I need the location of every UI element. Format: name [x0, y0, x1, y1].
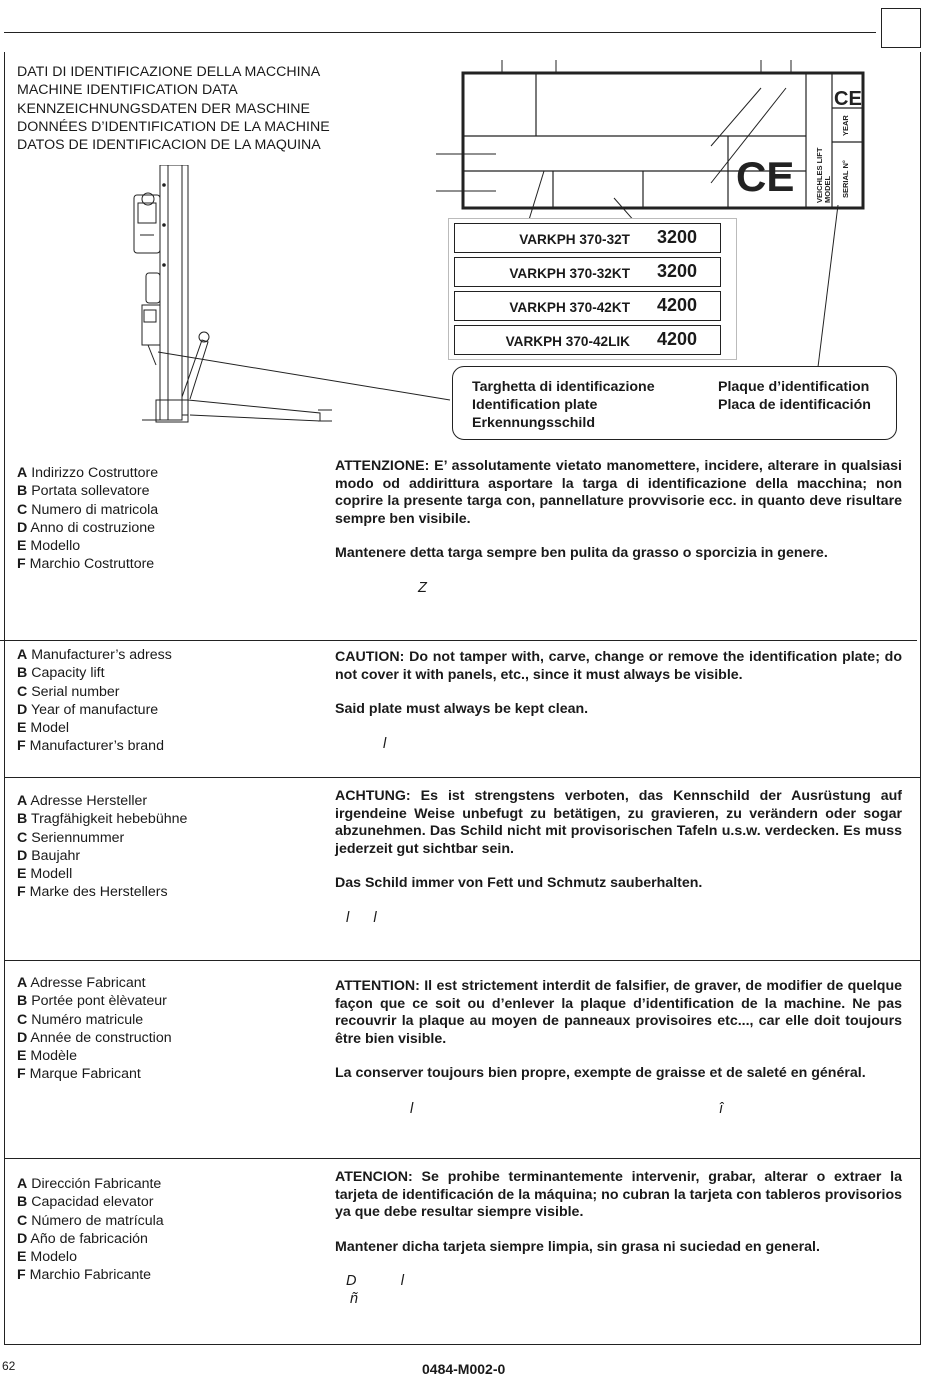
- cleaning-note: Said plate must always be kept clean.: [335, 701, 589, 718]
- stray-glyph: l l: [346, 910, 377, 926]
- warning-text: ACHTUNG: Es ist strengstens verboten, das Kennschild der Ausrüstung auf irgendeine Weise unbefugt zu betätigen, zu gravieren, zu verändern oder sogar abzunehmen. Das Schild nicht mit provisorischen Tafeln u.s.w. verdecken. Es muss jederzeit gut sichtbar sein.: [335, 788, 902, 857]
- ce-mark-large: CE: [736, 153, 795, 200]
- legend-row: E Modelo: [17, 1249, 77, 1266]
- warning-de: [335, 788, 902, 910]
- stray-glyph: Z: [418, 580, 427, 596]
- legend-row: C Seriennummer: [17, 829, 125, 846]
- model-row: [454, 291, 721, 321]
- ce-mark-small: CE: [834, 88, 862, 110]
- legend-row: E Modell: [17, 866, 73, 883]
- stray-glyph: D l: [346, 1273, 405, 1289]
- title-de: KENNZEICHNUNGSDATEN DER MASCHINE: [17, 100, 310, 117]
- model-name: VARKPH 370-32T: [519, 232, 630, 247]
- plate-leader: [810, 205, 840, 370]
- legend-row: A Dirección Fabricante: [17, 1176, 162, 1192]
- warning-text: ATTENTION: Il est strictement interdit de falsifier, de graver, de modifier de quelque façon que ce soit ou d’enlever la plaque d’identification de la machine. Ne pas recouvrir la plaque au moyen de panneaux provisoires etc..., car elle doit toujours être bien visible.: [335, 978, 902, 1047]
- lift-illustration: [120, 165, 460, 440]
- title-en: MACHINE IDENTIFICATION DATA: [17, 82, 238, 99]
- cleaning-note: La conserver toujours bien propre, exempte de graisse et de saleté en général.: [335, 1065, 866, 1082]
- title-es: DATOS DE IDENTIFICACION DE LA MAQUINA: [17, 137, 321, 154]
- warning-text: ATENCION: Se prohibe terminantemente intervenir, grabar, alterar o extraer la tarjeta de identificación de la máquina; no cubran la tarjeta con tableros provisorios ya que debe resultar siempre visible.: [335, 1169, 902, 1221]
- warning-it: [335, 458, 902, 580]
- identification-plate: [436, 58, 866, 218]
- plate-label-fr: Plaque d’identification: [718, 379, 870, 395]
- legend-en: [17, 646, 172, 756]
- section-divider: [4, 960, 920, 961]
- legend-row: B Tragfähigkeit hebebühne: [17, 811, 188, 828]
- legend-row: D Année de construction: [17, 1029, 172, 1046]
- stray-glyph: ñ: [350, 1291, 359, 1307]
- title-it: DATI DI IDENTIFICAZIONE DELLA MACCHINA: [17, 64, 321, 80]
- legend-row: E Modèle: [17, 1048, 77, 1065]
- title-fr: DONNÉES D’IDENTIFICATION DE LA MACHINE: [17, 118, 330, 135]
- legend-de: [17, 792, 187, 902]
- header-rule: [4, 32, 876, 33]
- plate-label-it: Targhetta di identificazione: [472, 379, 655, 395]
- model-row: [454, 257, 721, 287]
- legend-row: A Manufacturer’s adress: [17, 647, 172, 663]
- plate-label-de: Erkennungsschild: [472, 415, 595, 431]
- legend-row: B Capacidad elevator: [17, 1194, 154, 1211]
- warning-en: [335, 649, 902, 736]
- stray-glyph: l: [410, 1101, 414, 1117]
- plate-caption-box: [452, 366, 897, 440]
- model-capacity: 3200: [657, 261, 698, 281]
- legend-row: E Modello: [17, 538, 81, 555]
- plate-label-en: Identification plate: [472, 397, 598, 413]
- warning-text: ATTENZIONE: E’ assolutamente vietato manomettere, incidere, alterare in qualsiasi modo od addirittura asportare la targa di identificazione della macchina; non coprire la presente targa con, pannellature provvisorie ecc. in quanto deve risultare sempre ben visibile.: [335, 458, 902, 527]
- model-name: VARKPH 370-42LIK: [505, 334, 630, 349]
- cleaning-note: Mantenere detta targa sempre ben pulita da grasso o sporcizia in genere.: [335, 545, 828, 562]
- legend-row: F Marque Fabricant: [17, 1066, 141, 1083]
- model-row: [454, 325, 721, 355]
- warning-text: CAUTION: Do not tamper with, carve, change or remove the identification plate; do not cover it with panels, etc., since it must always be visible.: [335, 649, 902, 683]
- legend-row: B Portée pont èlèvateur: [17, 993, 167, 1010]
- model-capacity: 4200: [657, 329, 698, 349]
- legend-row: D Anno di costruzione: [17, 519, 156, 536]
- legend-es: [17, 1175, 164, 1285]
- legend-row: B Portata sollevatore: [17, 483, 150, 500]
- legend-row: F Marchio Fabricante: [17, 1267, 152, 1284]
- legend-row: C Numéro matricule: [17, 1011, 144, 1028]
- legend-it: [17, 464, 158, 574]
- corner-box: [881, 8, 921, 48]
- legend-row: F Marchio Costruttore: [17, 556, 155, 573]
- legend-row: A Adresse Hersteller: [17, 793, 148, 809]
- legend-row: C Número de matrícula: [17, 1212, 164, 1229]
- cleaning-note: Das Schild immer von Fett und Schmutz sauberhalten.: [335, 875, 703, 892]
- label-year: YEAR: [841, 115, 850, 136]
- legend-row: A Indirizzo Costruttore: [17, 465, 159, 481]
- section-divider: [4, 777, 920, 778]
- legend-row: D Año de fabricación: [17, 1230, 148, 1247]
- legend-row: B Capacity lift: [17, 665, 105, 682]
- legend-row: D Year of manufacture: [17, 701, 159, 718]
- label-serial: SERIAL N°: [841, 160, 850, 198]
- section-divider: [4, 1158, 920, 1159]
- model-name: VARKPH 370-32KT: [509, 266, 630, 281]
- section-titles: [17, 63, 330, 154]
- warning-es: [335, 1169, 902, 1273]
- legend-row: F Marke des Herstellers: [17, 884, 168, 901]
- legend-row: C Serial number: [17, 683, 120, 700]
- label-model: MODEL: [823, 175, 832, 203]
- legend-fr: [17, 974, 172, 1084]
- document-code: 0484-M002-0: [422, 1361, 506, 1377]
- page-number: 62: [2, 1359, 16, 1373]
- stray-glyph: î: [719, 1101, 724, 1117]
- model-name: VARKPH 370-42KT: [509, 300, 630, 315]
- cleaning-note: Mantener dicha tarjeta siempre limpia, sin grasa ni suciedad en general.: [335, 1238, 820, 1255]
- legend-row: D Baujahr: [17, 847, 81, 864]
- legend-row: C Numero di matricola: [17, 501, 159, 518]
- legend-row: E Model: [17, 720, 70, 737]
- legend-row: A Adresse Fabricant: [17, 975, 146, 991]
- label-vehicle-lift: VEICHLES LIFT: [815, 147, 824, 203]
- legend-row: F Manufacturer’s brand: [17, 738, 164, 755]
- section-divider: [0, 640, 917, 641]
- model-capacity: 4200: [657, 295, 698, 315]
- warning-fr: [335, 978, 902, 1100]
- model-row: [454, 223, 721, 253]
- stray-glyph: l: [383, 736, 387, 752]
- plate-label-es: Placa de identificación: [718, 397, 871, 413]
- model-capacity: 3200: [657, 227, 698, 247]
